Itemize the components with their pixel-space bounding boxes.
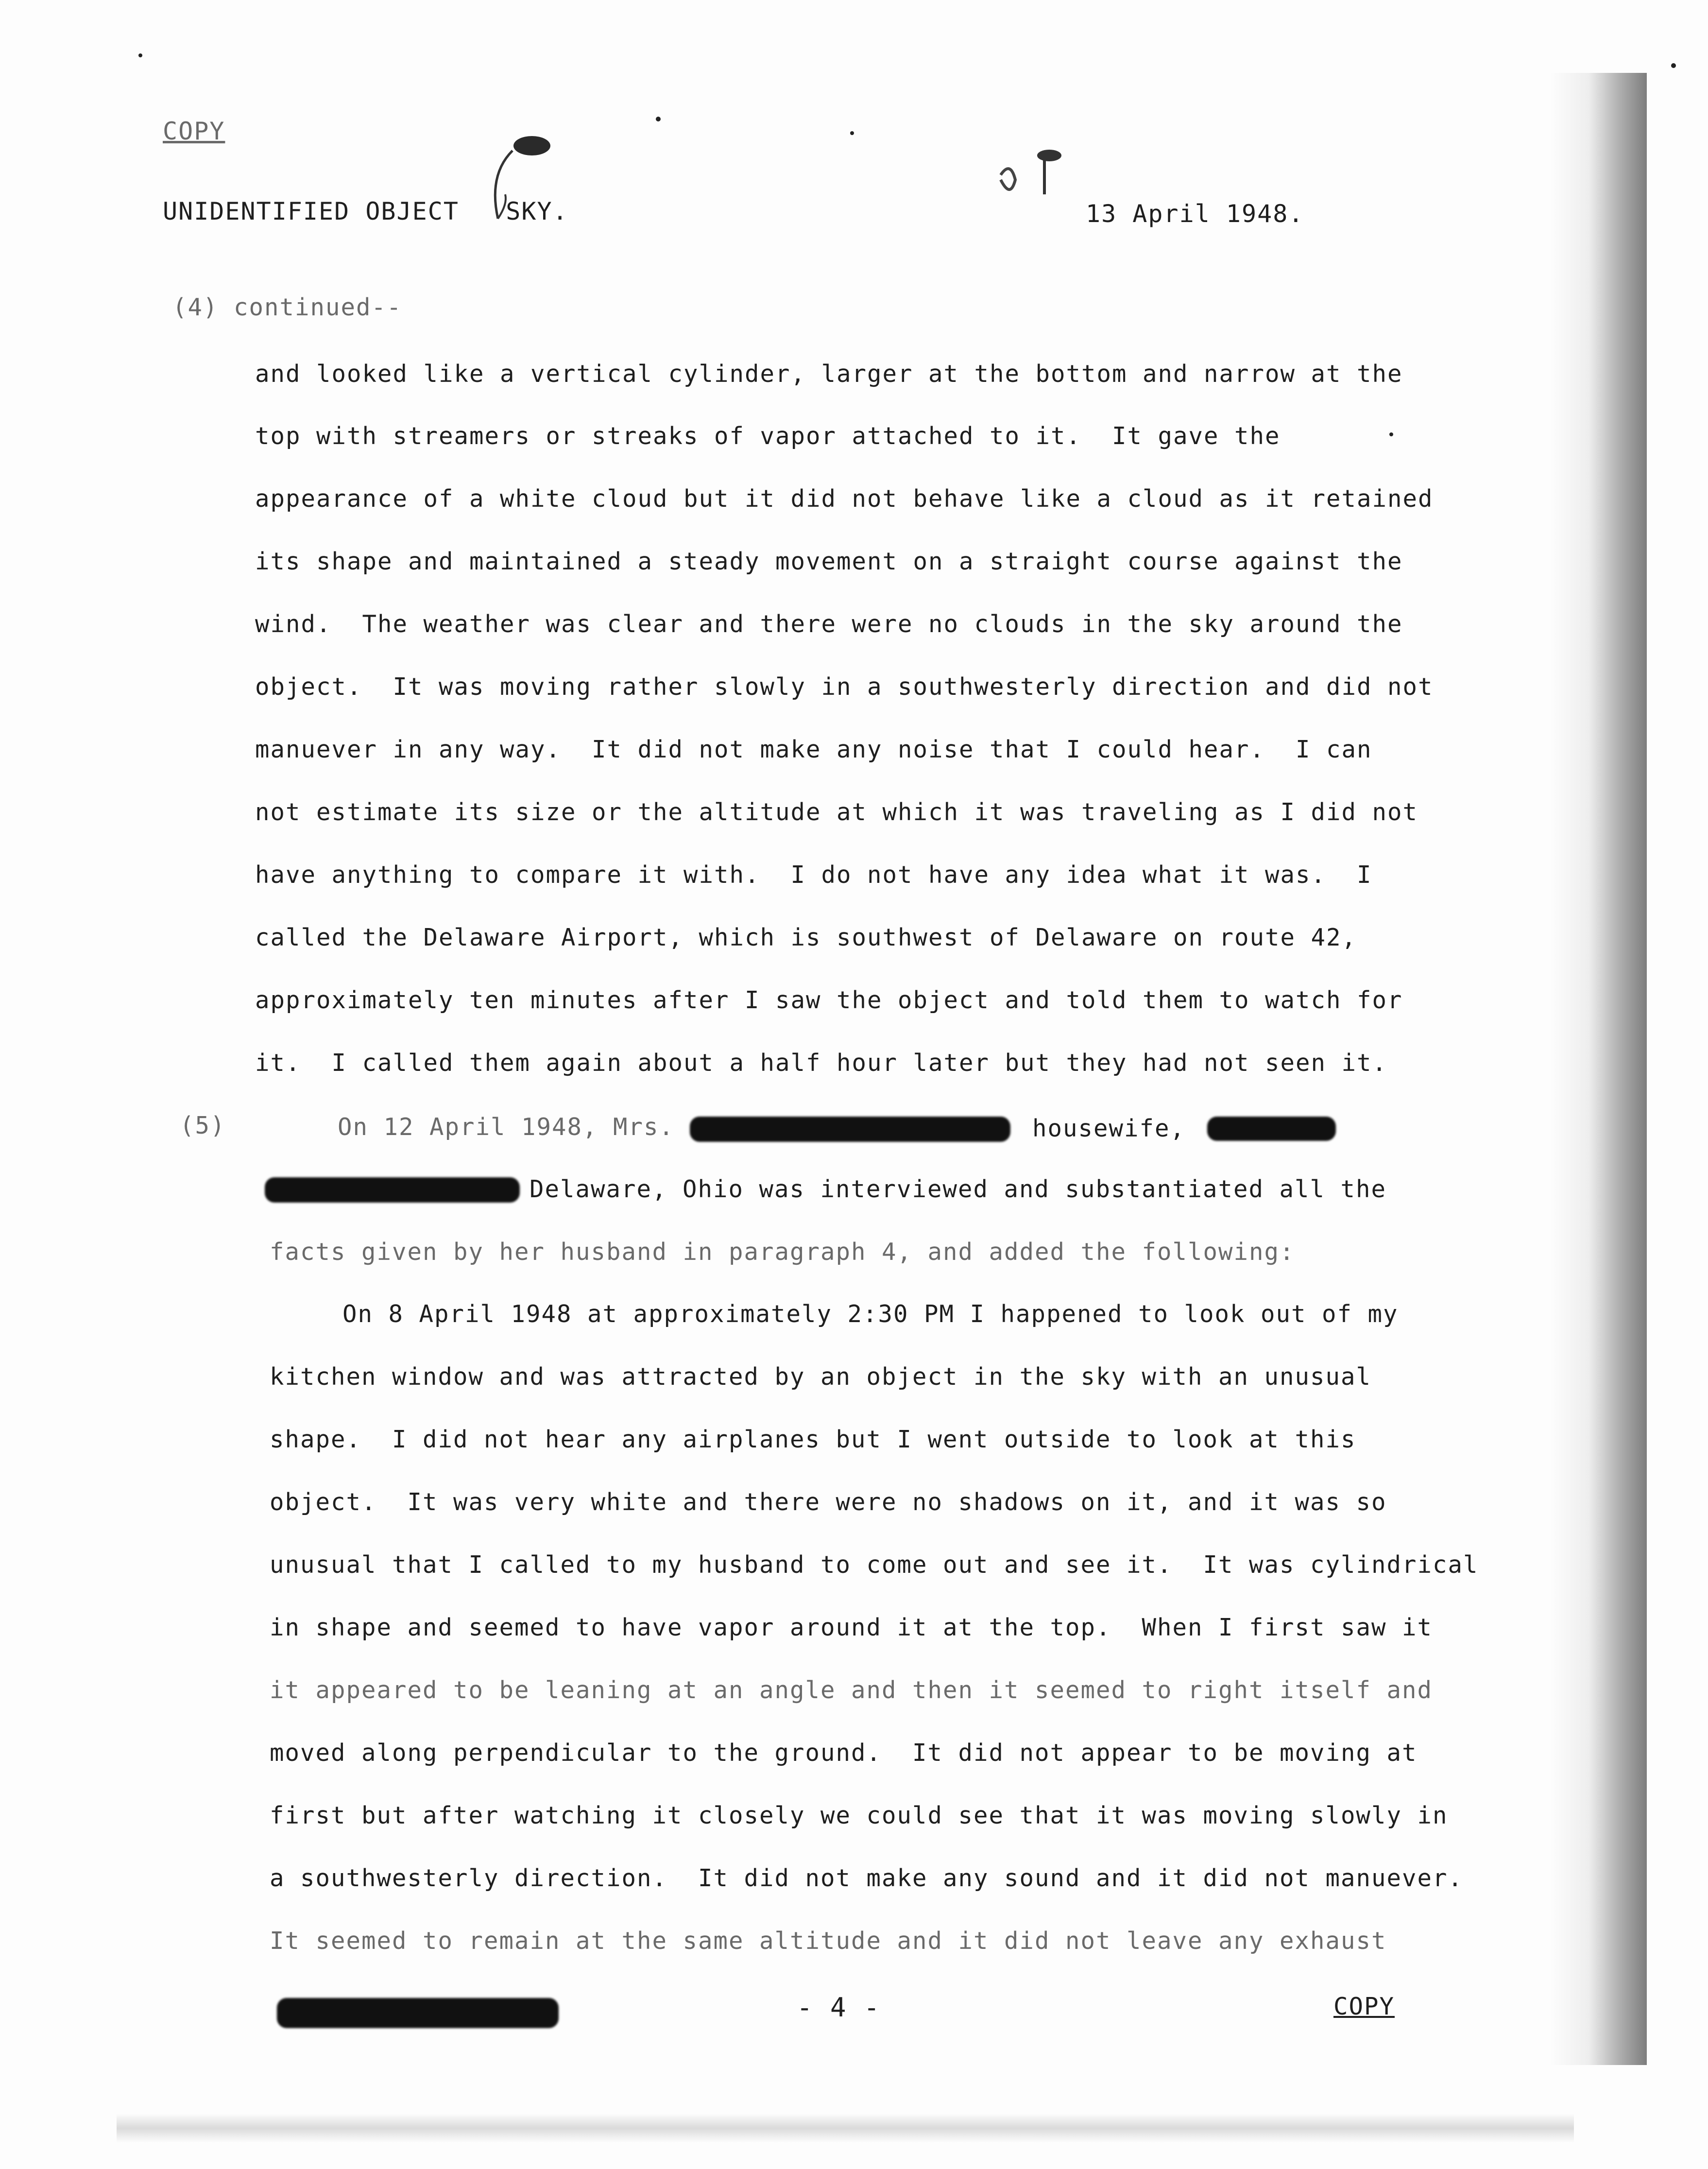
handwritten-mark [991, 146, 1069, 204]
text-line: facts given by her husband in paragraph 4, and added the following: [270, 1238, 1295, 1266]
text-line: object. It was moving rather slowly in a southwesterly direction and did not [255, 673, 1434, 701]
text-line: appearance of a white cloud but it did not behave like a cloud as it retained [255, 485, 1434, 513]
copy-mark: COPY [163, 117, 225, 145]
dust-speck [1389, 432, 1393, 436]
text-line: On 8 April 1948 at approximately 2:30 PM I happened to look out of my [342, 1300, 1399, 1328]
text-line: housewife, [1032, 1115, 1186, 1142]
text-line: not estimate its size or the altitude at which it was traveling as I did not [255, 798, 1418, 826]
redaction-bar [690, 1117, 1010, 1142]
text-line: it appeared to be leaning at an angle and then it seemed to right itself and [270, 1676, 1433, 1704]
text-line: moved along perpendicular to the ground. It did not appear to be moving at [270, 1739, 1418, 1767]
paragraph-label: (5) [180, 1112, 226, 1139]
text-line: Delaware, Ohio was interviewed and substantiated all the [529, 1175, 1387, 1203]
text-line: it. I called them again about a half hour later but they had not seen it. [255, 1049, 1388, 1077]
text-line: kitchen window and was attracted by an object in the sky with an unusual [270, 1363, 1372, 1391]
page-edge-shadow [1550, 73, 1647, 2065]
document-title: UNIDENTIFIED OBJECT SKY. [163, 197, 568, 225]
text-line: manuever in any way. It did not make any noise that I could hear. I can [255, 736, 1372, 763]
text-line: On 12 April 1948, Mrs. [338, 1113, 675, 1141]
document-date: 13 April 1948. [1086, 200, 1304, 228]
dust-speck [656, 117, 661, 121]
text-line: called the Delaware Airport, which is southwest of Delaware on route 42, [255, 924, 1357, 951]
redaction-bar [1207, 1117, 1336, 1141]
text-line: It seemed to remain at the same altitude and it did not leave any exhaust [270, 1927, 1387, 1955]
text-line: a southwesterly direction. It did not make any sound and it did not manuever. [270, 1864, 1464, 1892]
dust-speck [138, 53, 142, 57]
text-line: have anything to compare it with. I do not have any idea what it was. I [255, 861, 1372, 889]
dust-speck [1671, 63, 1676, 68]
text-line: object. It was very white and there were no shadows on it, and it was so [270, 1488, 1387, 1516]
text-line: first but after watching it closely we could see that it was moving slowly in [270, 1802, 1448, 1829]
paragraph-label: (4) continued-- [172, 293, 402, 321]
text-line: approximately ten minutes after I saw the object and told them to watch for [255, 986, 1403, 1014]
text-line: in shape and seemed to have vapor around it at the top. When I first saw it [270, 1614, 1433, 1641]
page-number: - 4 - [797, 1992, 881, 2023]
text-line: shape. I did not hear any airplanes but I went outside to look at this [270, 1426, 1356, 1453]
page-bottom-shadow [117, 2114, 1574, 2143]
text-line: and looked like a vertical cylinder, larger at the bottom and narrow at the [255, 360, 1403, 388]
text-line: top with streamers or streaks of vapor attached to it. It gave the [255, 422, 1281, 450]
dust-speck [850, 131, 854, 135]
text-line: its shape and maintained a steady movement on a straight course against the [255, 548, 1403, 575]
redaction-bar [265, 1177, 520, 1203]
text-line: wind. The weather was clear and there were no clouds in the sky around the [255, 610, 1403, 638]
redaction-bar [277, 1998, 559, 2028]
copy-mark-footer: COPY [1333, 1993, 1395, 2020]
text-line: unusual that I called to my husband to come out and see it. It was cylindrical [270, 1551, 1479, 1579]
